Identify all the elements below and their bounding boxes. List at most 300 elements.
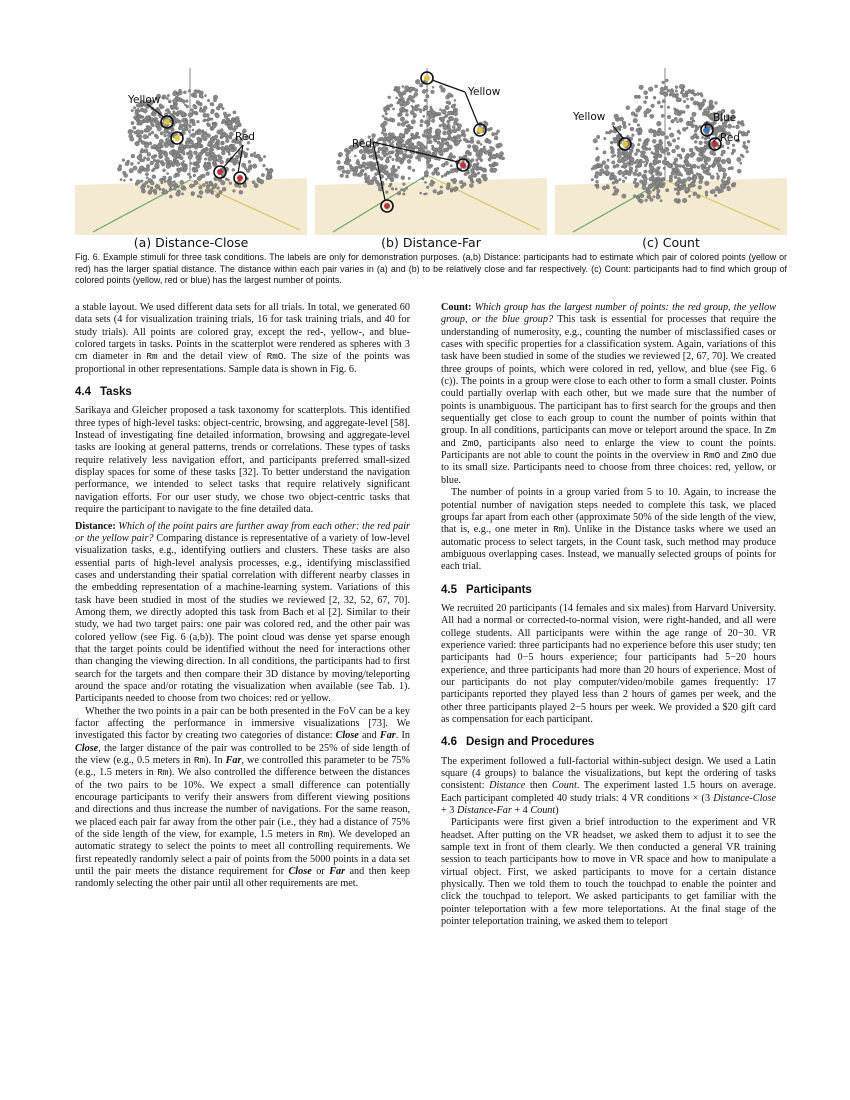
data-point <box>593 139 598 144</box>
data-point <box>122 159 125 162</box>
data-point <box>179 89 182 92</box>
data-point <box>164 180 166 182</box>
data-point <box>628 123 630 125</box>
paragraph-distance-task: Distance: Which of the point pairs are further away from each other: the red pair or the yellow pair? Comparing distance is representative of a variety of low-level visualization tasks, e.g., identifying outliers and clusters. These tasks are also essential parts of high-level analysis processes, e.g., identifying misclassified cases and understanding their spatial correlation with different nearby classes in the embedding representation of a machine-learning system. Variations of this task have been studied in most of the studies we reviewed [2, 32, 52, 67, 70]. Among them, we directly adopted this task from Bach et al [2]. Similar to their study, we had two target pairs: one pair was colored red, and the other pair was colored yellow (see Fig. 6 (a,b)). The point cloud was dense yet sparse enough that the target points could be identified without the need for interactions other than changing the viewing direction. In all conditions, the participants had to first search for the targets and then compare their 3D distance by moving/teleporting around the space and/or rotating the visualization when available (see Tab. 1). Participants needed to choose from two choices: red or yellow. <box>75 520 410 705</box>
data-point <box>183 101 185 103</box>
data-point <box>667 115 671 119</box>
data-point <box>660 91 664 95</box>
data-point <box>441 109 446 114</box>
data-point <box>173 181 175 183</box>
data-point <box>480 143 482 145</box>
data-point <box>441 117 445 121</box>
data-point <box>219 132 222 135</box>
data-point <box>633 172 637 176</box>
data-point <box>432 172 436 176</box>
data-point <box>391 133 395 137</box>
data-point <box>173 187 176 190</box>
data-point <box>704 141 706 143</box>
data-point <box>644 164 647 167</box>
data-point <box>189 176 192 179</box>
data-point <box>190 121 193 124</box>
data-point <box>596 185 599 188</box>
target-point <box>164 119 170 125</box>
data-point <box>643 177 647 181</box>
data-point <box>173 174 176 177</box>
data-point <box>372 134 376 138</box>
data-point <box>648 129 653 134</box>
data-point <box>647 190 651 194</box>
data-point <box>180 147 184 151</box>
data-point <box>665 147 669 151</box>
paragraph-count-task: Count: Which group has the largest number of points: the red group, the yellow group, or the blue group? This task is essential for processes that require the understanding of numerosity, e.g., counting the number of misclassified cases or cases with specific properties for a classification system. Again, variations of this task have been studied in some of the studies we reviewed [2, 67, 70]. We created three groups of points, which were colored in red, yellow, and blue (see Fig. 6 (c)). The points in a group were close to each other to form a small cluster. Points could partially overlap with each other, but we made sure that the number of points is unambiguous. The participant has to first search for the groups and then sequentially get close to each group to count the number of points within that group. In all conditions, participants can move or teleport around the space. In Zm and ZmO, participants also need to enlarge the view to count the points. Participants are not able to count the points in the overview in RmO and ZmO due to its small size. Participants need to choose from three choices: red, yellow, or blue. <box>441 302 777 486</box>
data-point <box>703 170 706 173</box>
data-point <box>431 119 435 123</box>
data-point <box>140 130 144 134</box>
data-point <box>433 151 437 155</box>
data-point <box>679 132 681 134</box>
data-point <box>191 133 196 138</box>
data-point <box>390 104 393 107</box>
section-heading-design: 4.6 Design and Procedures <box>441 736 595 749</box>
data-point <box>150 187 153 190</box>
data-point <box>362 162 367 167</box>
data-point <box>364 177 367 180</box>
data-point <box>397 123 400 126</box>
data-point <box>147 126 152 131</box>
data-point <box>441 175 444 178</box>
data-point <box>697 195 701 199</box>
data-point <box>226 137 229 140</box>
data-point <box>430 164 433 167</box>
data-point <box>401 122 405 126</box>
data-point <box>619 117 623 121</box>
data-point <box>662 160 667 165</box>
data-point <box>726 158 731 163</box>
data-point <box>175 160 178 163</box>
data-point <box>635 159 639 163</box>
data-point <box>414 92 418 96</box>
data-point <box>173 112 177 116</box>
data-point <box>207 123 211 127</box>
data-point <box>246 148 248 150</box>
data-point <box>401 188 403 190</box>
data-point <box>346 161 350 165</box>
data-point <box>152 175 156 179</box>
data-point <box>456 134 461 139</box>
data-point <box>202 174 206 178</box>
data-point <box>263 155 266 158</box>
data-point <box>459 139 461 141</box>
data-point <box>437 141 440 144</box>
data-point <box>591 178 594 181</box>
data-point <box>670 91 674 95</box>
data-point <box>389 185 392 188</box>
data-point <box>701 95 704 98</box>
data-point <box>146 177 148 179</box>
data-point <box>649 177 653 181</box>
data-point <box>177 169 181 173</box>
section-heading-tasks: 4.4 Tasks <box>75 386 132 399</box>
data-point <box>164 144 168 148</box>
data-point <box>637 143 640 146</box>
data-point <box>665 79 668 82</box>
data-point <box>220 160 224 164</box>
data-point <box>439 109 441 111</box>
data-point <box>656 177 660 181</box>
data-point <box>667 106 670 109</box>
data-point <box>160 155 163 158</box>
data-point <box>387 119 390 122</box>
data-point <box>417 154 421 158</box>
data-point <box>639 127 642 130</box>
data-point <box>705 191 708 194</box>
data-point <box>136 180 140 184</box>
data-point <box>658 167 660 169</box>
annotation-label: Red <box>352 138 372 150</box>
data-point <box>203 106 207 110</box>
data-point <box>597 156 600 159</box>
data-point <box>339 155 341 157</box>
data-point <box>397 166 400 169</box>
data-point <box>619 178 622 181</box>
data-point <box>482 148 487 153</box>
data-point <box>462 183 466 187</box>
data-point <box>137 155 142 160</box>
data-point <box>244 167 247 170</box>
data-point <box>190 140 194 144</box>
data-point <box>252 181 255 184</box>
data-point <box>425 135 428 138</box>
data-point <box>185 100 188 103</box>
data-point <box>161 181 164 184</box>
data-point <box>658 172 662 176</box>
data-point <box>497 155 500 158</box>
data-point <box>366 162 370 166</box>
data-point <box>656 148 659 151</box>
data-point <box>184 166 188 170</box>
data-point <box>211 118 214 121</box>
data-point <box>170 144 174 148</box>
data-point <box>197 103 200 106</box>
data-point <box>420 124 423 127</box>
data-point <box>433 189 437 193</box>
annotation-label: Yellow <box>573 111 606 123</box>
data-point <box>727 147 729 149</box>
data-point <box>623 125 627 129</box>
data-point <box>611 148 615 152</box>
data-point <box>143 134 148 139</box>
data-point <box>680 110 683 113</box>
data-point <box>747 130 750 133</box>
data-point <box>677 188 680 191</box>
data-point <box>656 193 658 195</box>
data-point <box>409 88 413 92</box>
data-point <box>677 137 680 140</box>
data-point <box>423 115 425 117</box>
data-point <box>394 174 399 179</box>
data-point <box>675 90 678 93</box>
data-point <box>137 162 139 164</box>
data-point <box>381 132 383 134</box>
data-point <box>645 96 648 99</box>
data-point <box>623 171 627 175</box>
data-point <box>691 89 695 93</box>
data-point <box>639 85 644 90</box>
data-point <box>703 156 707 160</box>
data-point <box>452 125 455 128</box>
data-point <box>162 192 164 194</box>
data-point <box>374 173 377 176</box>
data-point <box>239 190 243 194</box>
data-point <box>261 173 265 177</box>
data-point <box>266 176 270 180</box>
data-point <box>720 184 724 188</box>
data-point <box>212 149 214 151</box>
data-point <box>693 164 697 168</box>
data-point <box>147 152 151 156</box>
data-point <box>399 108 402 111</box>
data-point <box>380 157 384 161</box>
data-point <box>190 162 192 164</box>
data-point <box>202 130 204 132</box>
data-point <box>389 156 392 159</box>
data-point <box>365 167 368 170</box>
data-point <box>701 136 703 138</box>
data-point <box>162 169 165 172</box>
data-point <box>234 162 236 164</box>
data-point <box>181 193 183 195</box>
data-point <box>713 152 716 155</box>
data-point <box>219 156 221 158</box>
data-point <box>430 182 434 186</box>
data-point <box>139 120 143 124</box>
target-point <box>622 141 628 147</box>
data-point <box>715 102 718 105</box>
data-point <box>686 105 690 109</box>
right-column <box>441 302 776 929</box>
paragraph-data-sets: a stable layout. We used different data sets for all trials. In total, we generated 60 data sets (4 for visualization training trials, 16 for task training trials, and 40 for study trials). All points are colored gray, except the red-, yellow-, and blue-colored targets in tasks. Points in the scatterplot were rendered as spheres with 3 cm diameter in Rm and the detail view of RmO. The size of the points was proportional in other representations. Sample data is shown in Fig. 6. <box>75 302 410 375</box>
data-point <box>722 176 725 179</box>
data-point <box>635 182 639 186</box>
data-point <box>411 120 416 125</box>
data-point <box>117 167 121 171</box>
data-point <box>450 165 452 167</box>
data-point <box>197 195 200 198</box>
data-point <box>447 93 451 97</box>
data-point <box>483 121 486 124</box>
data-point <box>391 167 395 171</box>
data-point <box>638 172 642 176</box>
data-point <box>160 132 164 136</box>
data-point <box>407 159 411 163</box>
data-point <box>269 173 272 176</box>
annotation-label: Red <box>235 131 255 143</box>
data-point <box>732 182 736 186</box>
data-point <box>366 151 368 153</box>
data-point <box>420 144 425 149</box>
data-point <box>188 130 190 132</box>
data-point <box>196 156 200 160</box>
data-point <box>154 117 158 121</box>
data-point <box>199 190 203 194</box>
data-point <box>346 153 349 156</box>
data-point <box>176 192 181 197</box>
data-point <box>205 189 210 194</box>
data-point <box>683 100 686 103</box>
data-point <box>228 121 232 125</box>
data-point <box>623 157 628 162</box>
data-point <box>621 152 624 155</box>
data-point <box>194 90 198 94</box>
data-point <box>443 126 448 131</box>
data-point <box>391 188 394 191</box>
data-point <box>674 175 677 178</box>
data-point <box>201 134 204 137</box>
data-point <box>191 194 193 196</box>
data-point <box>637 124 640 127</box>
data-point <box>693 134 697 138</box>
data-point <box>403 189 406 192</box>
data-point <box>740 162 742 164</box>
data-point <box>174 157 177 160</box>
data-point <box>225 178 228 181</box>
data-point <box>648 148 651 151</box>
data-point <box>679 84 684 89</box>
data-point <box>397 102 399 104</box>
data-point <box>634 114 638 118</box>
data-point <box>653 196 655 198</box>
data-point <box>192 111 195 114</box>
data-point <box>148 133 151 136</box>
data-point <box>140 180 143 183</box>
data-point <box>465 151 468 154</box>
data-point <box>644 170 648 174</box>
data-point <box>476 179 479 182</box>
data-point <box>206 113 210 117</box>
data-point <box>673 169 676 172</box>
data-point <box>663 167 666 170</box>
data-point <box>131 109 134 112</box>
data-point <box>427 158 431 162</box>
data-point <box>429 114 434 119</box>
data-point <box>644 91 648 95</box>
data-point <box>436 129 441 134</box>
data-point <box>164 134 167 137</box>
data-point <box>674 111 678 115</box>
data-point <box>490 151 492 153</box>
data-point <box>488 140 492 144</box>
data-point <box>596 180 599 183</box>
data-point <box>689 153 694 158</box>
data-point <box>661 114 664 117</box>
data-point <box>254 155 257 158</box>
data-point <box>687 91 690 94</box>
data-point <box>444 161 448 165</box>
data-point <box>450 188 452 190</box>
data-point <box>676 180 681 185</box>
data-point <box>617 159 621 163</box>
annotation-label: Yellow <box>128 94 161 106</box>
data-point <box>166 109 168 111</box>
data-point <box>395 188 397 190</box>
data-point <box>225 139 229 143</box>
data-point <box>432 86 434 88</box>
data-point <box>443 131 447 135</box>
data-point <box>717 157 721 161</box>
data-point <box>221 142 224 145</box>
data-point <box>236 160 238 162</box>
data-point <box>635 169 638 172</box>
data-point <box>211 192 214 195</box>
data-point <box>699 141 703 145</box>
data-point <box>364 173 367 176</box>
data-point <box>647 195 651 199</box>
data-point <box>636 196 639 199</box>
data-point <box>672 119 675 122</box>
data-point <box>345 175 348 178</box>
data-point <box>186 138 190 142</box>
data-point <box>653 134 656 137</box>
data-point <box>658 154 662 158</box>
annotation-label: Yellow <box>468 86 501 98</box>
data-point <box>211 102 215 106</box>
data-point <box>662 100 665 103</box>
data-point <box>650 114 654 118</box>
data-point <box>697 92 700 95</box>
data-point <box>207 99 210 102</box>
data-point <box>219 190 223 194</box>
data-point <box>200 196 202 198</box>
data-point <box>646 109 651 114</box>
data-point <box>210 144 214 148</box>
data-point <box>403 193 406 196</box>
data-point <box>655 182 658 185</box>
data-point <box>252 164 257 169</box>
scatterplot-distance-close <box>75 60 307 235</box>
data-point <box>337 166 342 171</box>
data-point <box>656 121 661 126</box>
data-point <box>133 107 136 110</box>
data-point <box>155 184 160 189</box>
data-point <box>650 198 653 201</box>
data-point <box>232 168 235 171</box>
data-point <box>222 107 225 110</box>
data-point <box>205 148 208 151</box>
data-point <box>451 104 455 108</box>
data-point <box>386 138 389 141</box>
data-point <box>742 155 745 158</box>
data-point <box>604 165 609 170</box>
data-point <box>155 163 160 168</box>
data-point <box>733 126 735 128</box>
data-point <box>667 89 670 92</box>
data-point <box>138 138 142 142</box>
data-point <box>622 121 626 125</box>
data-point <box>669 178 673 182</box>
data-point <box>450 169 455 174</box>
data-point <box>190 145 193 148</box>
annotation-label: Red <box>720 132 740 144</box>
data-point <box>687 98 689 100</box>
data-point <box>710 175 714 179</box>
data-point <box>141 116 144 119</box>
data-point <box>667 152 671 156</box>
data-point <box>691 124 695 128</box>
data-point <box>651 104 655 108</box>
data-point <box>209 182 213 186</box>
data-point <box>492 168 496 172</box>
data-point <box>392 108 394 110</box>
